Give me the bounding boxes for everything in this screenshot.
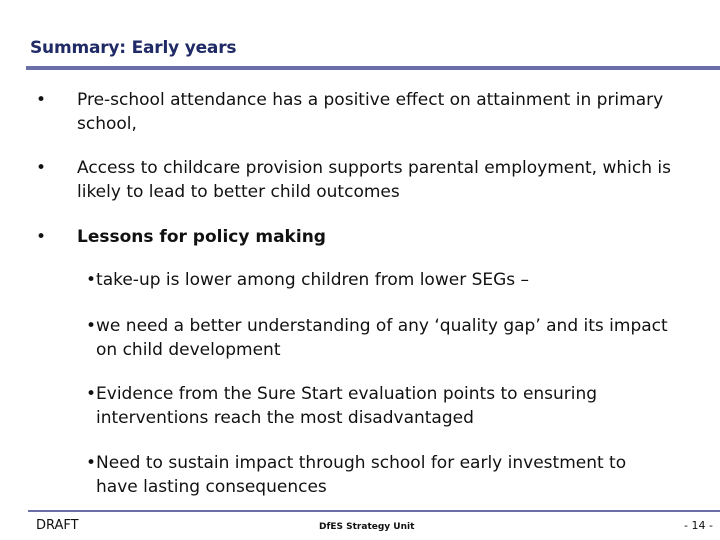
bullet-marker: • — [36, 227, 47, 247]
sub-bullet-text: we need a better understanding of any ‘quality gap’ and its impact — [96, 316, 668, 336]
sub-bullet-text-continued: interventions reach the most disadvantaged — [96, 408, 474, 428]
footer-organisation: DfES Strategy Unit — [319, 522, 415, 532]
sub-bullet-marker: • — [86, 384, 97, 404]
footer-divider — [28, 510, 720, 512]
sub-bullet-text-continued: have lasting consequences — [96, 477, 327, 497]
slide-title: Summary: Early years — [30, 38, 237, 58]
sub-bullet-marker: • — [86, 270, 97, 290]
sub-bullet-text: Evidence from the Sure Start evaluation points to ensuring — [96, 384, 598, 404]
footer-draft-label: DRAFT — [36, 518, 79, 533]
bullet-marker: • — [36, 158, 47, 178]
bullet-childcare-provision: Access to childcare provision supports parental employment, which is likely to lead to better child outcomes — [77, 158, 671, 202]
sub-bullet-text-continued: on child development — [96, 340, 281, 360]
sub-bullet-text: Need to sustain impact through school for early investment to — [96, 453, 627, 473]
sub-bullet-marker: • — [86, 316, 97, 336]
bullet-preschool-attendance: Pre-school attendance has a positive effect on attainment in primary school, — [77, 90, 664, 134]
page-number: - 14 - — [684, 519, 713, 532]
sub-bullet-quality-gap — [86, 314, 706, 362]
sub-bullet-sure-start — [86, 382, 706, 430]
sub-bullet-sustain-impact — [86, 451, 706, 499]
bullet-lessons-heading: Lessons for policy making — [77, 227, 326, 247]
sub-bullet-take-up — [86, 268, 706, 292]
sub-bullet-marker: • — [86, 453, 97, 473]
bullet-marker: • — [36, 90, 47, 110]
title-divider — [26, 66, 720, 70]
sub-bullet-text: take-up is lower among children from lower SEGs – — [96, 270, 530, 290]
